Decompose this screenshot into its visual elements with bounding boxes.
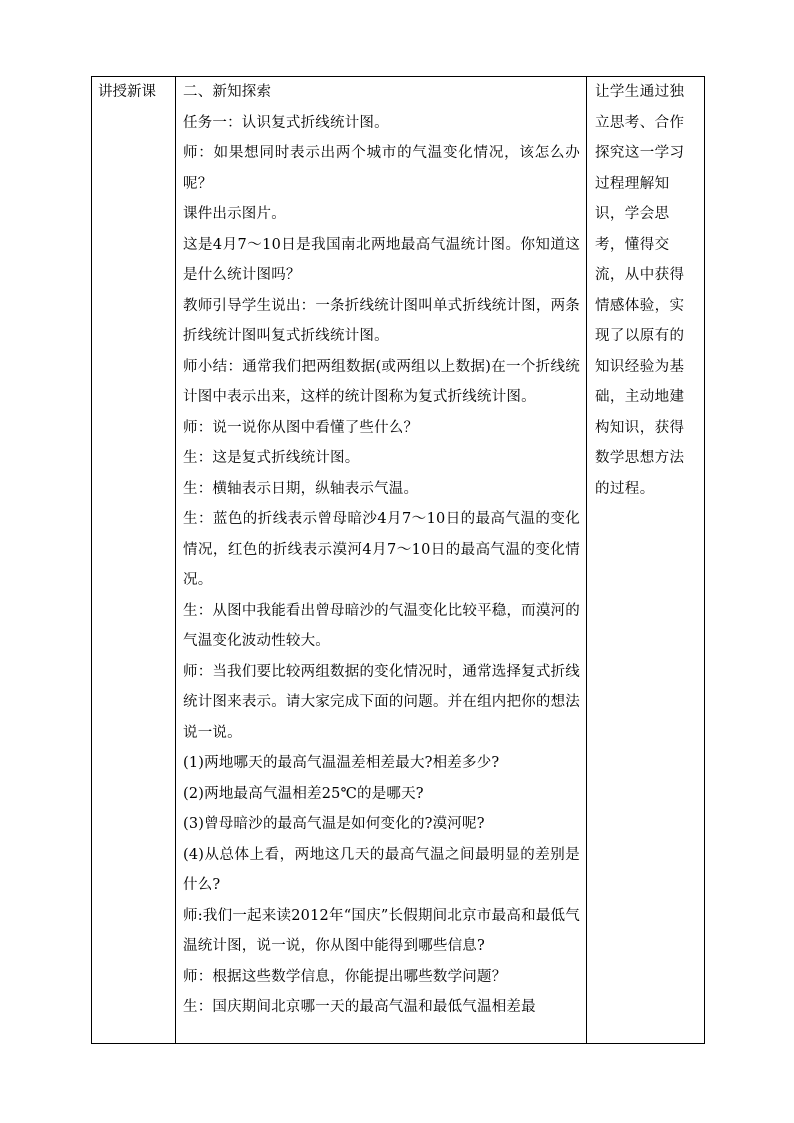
content-paragraph: 任务一：认识复式折线统计图。 <box>183 114 389 131</box>
content-paragraph: 生：横轴表示日期，纵轴表示气温。 <box>183 480 419 497</box>
question-item: (4)从总体上看，两地这几天的最高气温之间最明显的差别是什么? <box>183 846 580 893</box>
content-paragraph: 生：这是复式折线统计图。 <box>183 450 360 466</box>
content-paragraph: 课件出示图片。 <box>183 206 286 222</box>
content-paragraph: 师：根据这些数学信息，你能提出哪些数学问题？ <box>183 968 507 985</box>
content-paragraph: 生：蓝色的折线表示曾母暗沙4月7～10日的最高气温的变化情况，红色的折线表示漠河4月7～10日的最高气温的变化情况。 <box>183 511 580 588</box>
teaching-content-cell <box>176 77 587 1044</box>
content-heading: 二、新知探索 <box>183 84 272 100</box>
content-paragraph: 师：如果想同时表示出两个城市的气温变化情况，该怎么办呢？ <box>183 145 580 192</box>
content-paragraph: 教师引导学生说出：一条折线统计图叫单式折线统计图，两条折线统计图叫复式折线统计图。 <box>183 297 580 344</box>
question-item: (1)两地哪天的最高气温温差相差最大?相差多少? <box>183 755 500 771</box>
design-intent-text: 让学生通过独立思考、合作探究这一学习过程理解知识，学会思考，懂得交流，从中获得情感体验，实现了以原有的知识经验为基础，主动地建构知识，获得数学思想方法的过程。 <box>595 84 685 497</box>
content-paragraph: 师：当我们要比较两组数据的变化情况时，通常选择复式折线统计图来表示。请大家完成下面的问题。并在组内把你的想法说一说。 <box>183 663 580 741</box>
lesson-plan-table <box>91 76 705 1044</box>
content-paragraph: 这是4月7～10日是我国南北两地最高气温统计图。你知道这是什么统计图吗？ <box>183 236 580 283</box>
content-paragraph: 生：从图中我能看出曾母暗沙的气温变化比较平稳，而漠河的气温变化波动性较大。 <box>183 602 580 649</box>
content-paragraph: 师小结：通常我们把两组数据(或两组以上数据)在一个折线统计图中表示出来，这样的统计图称为复式折线统计图。 <box>183 358 580 405</box>
table-row <box>92 77 705 1044</box>
design-intent-cell <box>587 77 705 1044</box>
question-item: (3)曾母暗沙的最高气温是如何变化的?漠河呢? <box>183 816 485 832</box>
question-item: (2)两地最高气温相差25℃的是哪天? <box>183 785 424 802</box>
content-paragraph: 师：说一说你从图中看懂了些什么？ <box>183 419 419 436</box>
content-paragraph: 生：国庆期间北京哪一天的最高气温和最低气温相差最 <box>183 999 536 1015</box>
section-label: 讲授新课 <box>92 77 176 1044</box>
content-paragraph: 师:我们一起来读2012年“国庆”长假期间北京市最高和最低气温统计图，说一说，你从图中能得到哪些信息? <box>183 907 580 954</box>
